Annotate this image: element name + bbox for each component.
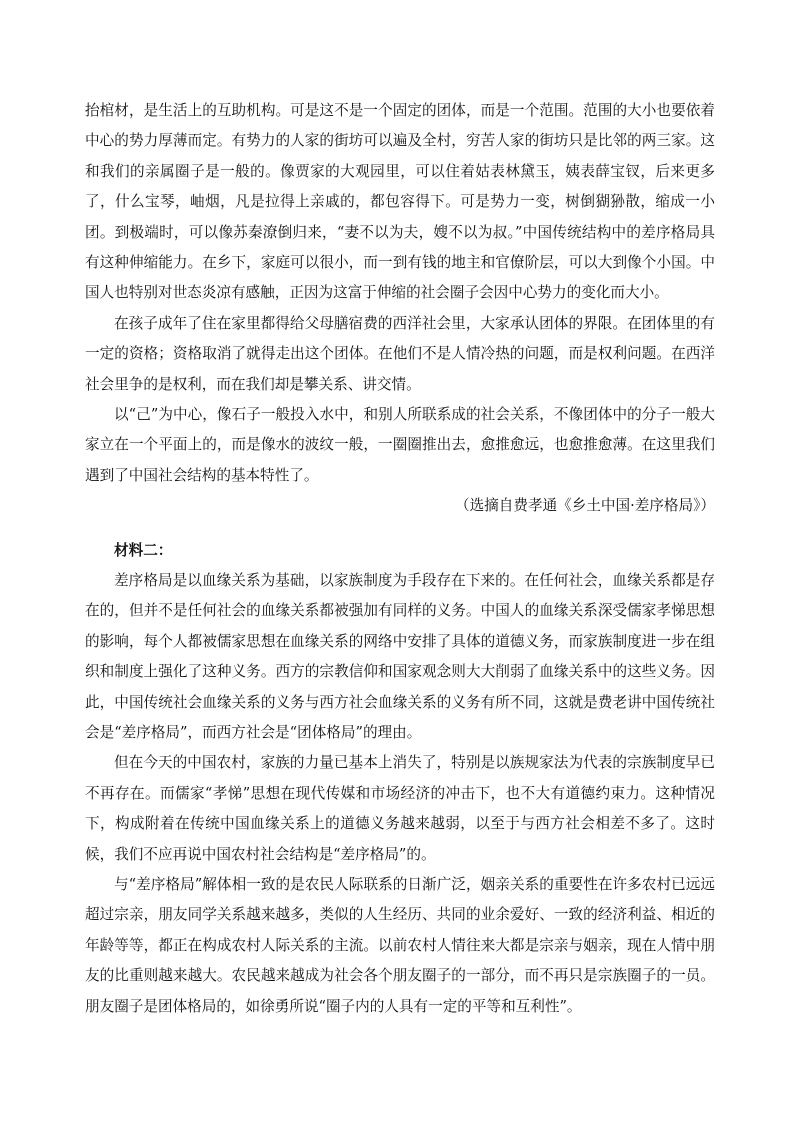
paragraph-4: 差序格局是以血缘关系为基础，以家族制度为手段存在下来的。在任何社会，血缘关系都是存在的，但并不是任何社会的血缘关系都被强加有同样的义务。中国人的血缘关系深受儒家孝悌思想的影响，每个人都被儒家思想在血缘关系的网络中安排了具体的道德义务，而家族制度进一步在组织和制度上强化了这种义务。西方的宗教信仰和国家观念则大大削弱了血缘关系中的这些义务。因此，中国传统社会血缘关系的义务与西方社会血缘关系的义务有所不同，这就是费老讲中国传统社会是“差序格局”，而西方社会是“团体格局”的理由。 — [85, 572, 715, 742]
paragraph-1: 抬棺材，是生活上的互助机构。可是这不是一个固定的团体，而是一个范围。范围的大小也要依着中心的势力厚薄而定。有势力的人家的街坊可以遍及全村，穷苦人家的街坊只是比邻的两三家。这和我们的亲属圈子是一般的。像贾家的大观园里，可以住着姑表林黛玉，姨表薛宝钗，后来更多了，什么宝琴，岫烟，凡是拉得上亲戚的，都包容得下。可是势力一变，树倒猢狲散，缩成一小团。到极端时，可以像苏秦潦倒归来，“妻不以为夫，嫂不以为叔。”中国传统结构中的差序格局具有这种伸缩能力。在乡下，家庭可以很小，而一到有钱的地主和官僚阶层，可以大到像个小国。中国人也特别对世态炎凉有感触，正因为这富于伸缩的社会圈子会因中心势力的变化而大小。 — [85, 102, 715, 302]
material-two — [85, 536, 715, 1022]
material-two-heading: 材料二： — [114, 542, 173, 559]
paragraph-6: 与“差序格局”解体相一致的是农民人际联系的日渐广泛，姻亲关系的重要性在许多农村已远远超过宗亲，朋友同学关系越来越多，类似的人生经历、共同的业余爱好、一致的经济利益、相近的年龄等等，都正在构成农村人际关系的主流。以前农村人情往来大都是宗亲与姻亲，现在人情中朋友的比重则越来越大。农民越来越成为社会各个朋友圈子的一部分，而不再只是宗族圈子的一员。朋友圈子是团体格局的，如徐勇所说“圈子内的人具有一定的平等和互利性”。 — [85, 876, 715, 1015]
paragraph-2: 在孩子成年了住在家里都得给父母膳宿费的西洋社会里，大家承认团体的界限。在团体里的有一定的资格；资格取消了就得走出这个团体。在他们不是人情冷热的问题，而是权利问题。在西洋社会里争的是权利，而在我们却是攀关系、讲交情。 — [85, 314, 715, 393]
material-one — [85, 96, 715, 521]
paragraph-5: 但在今天的中国农村，家族的力量已基本上消失了，特别是以族规家法为代表的宗族制度早已不再存在。而儒家“孝悌”思想在现代传媒和市场经济的冲击下，也不大有道德约束力。这种情况下，构成附着在传统中国血缘关系上的道德义务越来越弱，以至于与西方社会相差不多了。这时候，我们不应再说中国农村社会结构是“差序格局”的。 — [85, 754, 715, 863]
paragraph-3: 以“己”为中心，像石子一般投入水中，和别人所联系成的社会关系，不像团体中的分子一般大家立在一个平面上的，而是像水的波纹一般，一圈圈推出去，愈推愈远，也愈推愈薄。在这里我们遇到了中国社会结构的基本特性了。 — [85, 406, 715, 484]
source-citation: （选摘自费孝通《乡土中国·差序格局》） — [454, 497, 715, 515]
